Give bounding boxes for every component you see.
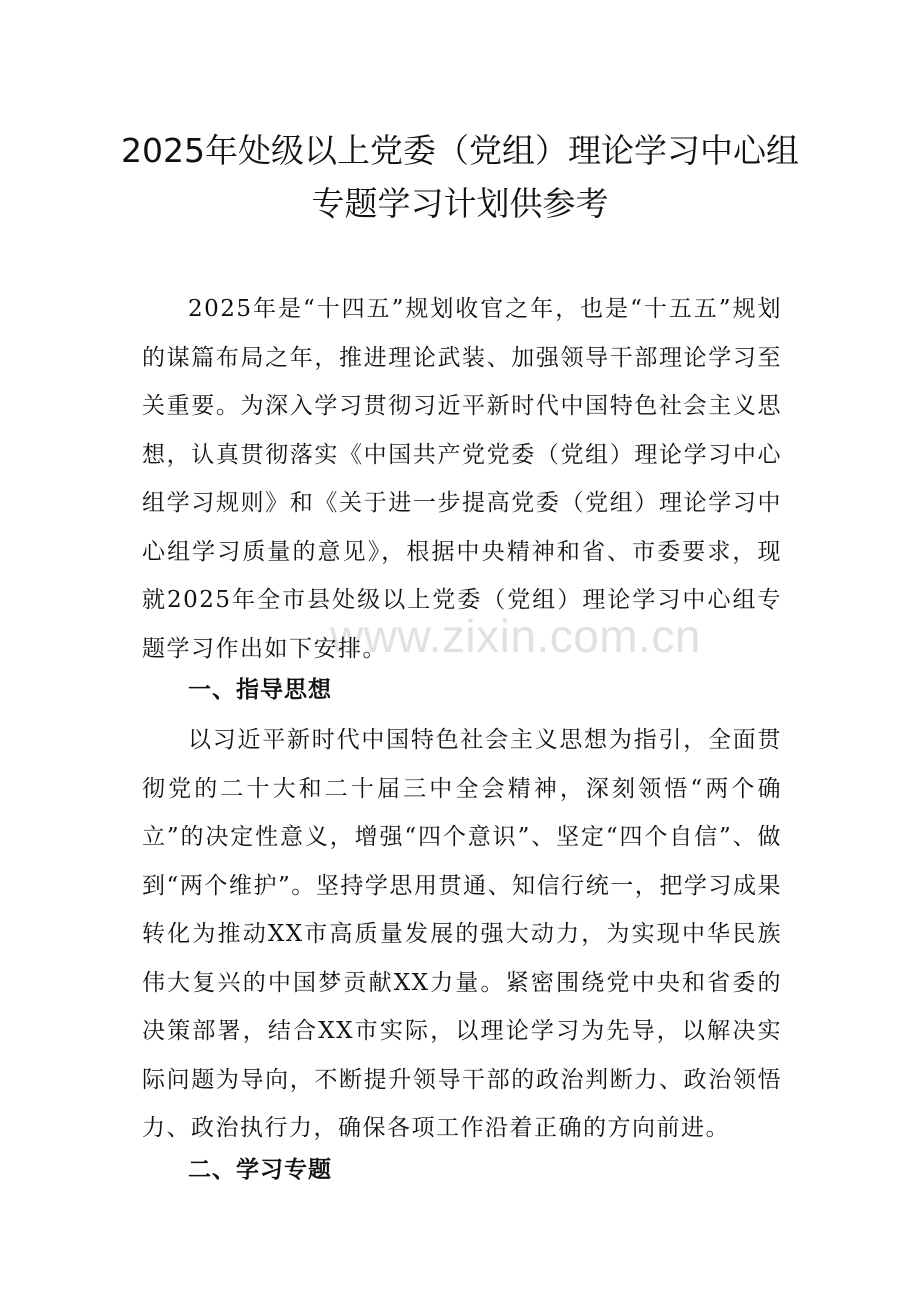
section-heading-guiding-ideology: 一、指导思想 [188, 677, 332, 703]
guiding-ideology-paragraph: 以习近平新时代中国特色社会主义思想为指引，全面贯彻党的二十大和二十届三中全会精神，深刻领悟“两个确立”的决定性意义，增强“四个意识”、坚定“四个自信”、做到“两个维护”。坚持学思用贯通、知信行统一，把学习成果转化为推动XX市高质量发展的强大动力，为实现中华民族伟大复兴的中国梦贡献XX力量。紧密围绕党中央和省委的决策部署，结合XX市实际，以理论学习为先导，以解决实际问题为导向，不断提升领导干部的政治判断力、政治领悟力、政治执行力，确保各项工作沿着正确的方向前进。 [142, 727, 782, 1141]
section-heading-study-topics: 二、学习专题 [188, 1157, 332, 1183]
intro-paragraph: 2025年是“十四五”规划收官之年，也是“十五五”规划的谋篇布局之年，推进理论武装、加强领导干部理论学习至关重要。为深入学习贯彻习近平新时代中国特色社会主义思想，认真贯彻落实《中国共产党党委（党组）理论学习中心组学习规则》和《关于进一步提高党委（党组）理论学习中心组学习质量的意见》，根据中央精神和省、市委要求，现就2025年全市县处级以上党委（党组）理论学习中心组专题学习作出如下安排。 [142, 296, 782, 662]
watermark: www.zixin.com.cn [330, 610, 701, 662]
document-title: 2025年处级以上党委（党组）理论学习中心组专题学习计划供参考 [121, 131, 799, 223]
